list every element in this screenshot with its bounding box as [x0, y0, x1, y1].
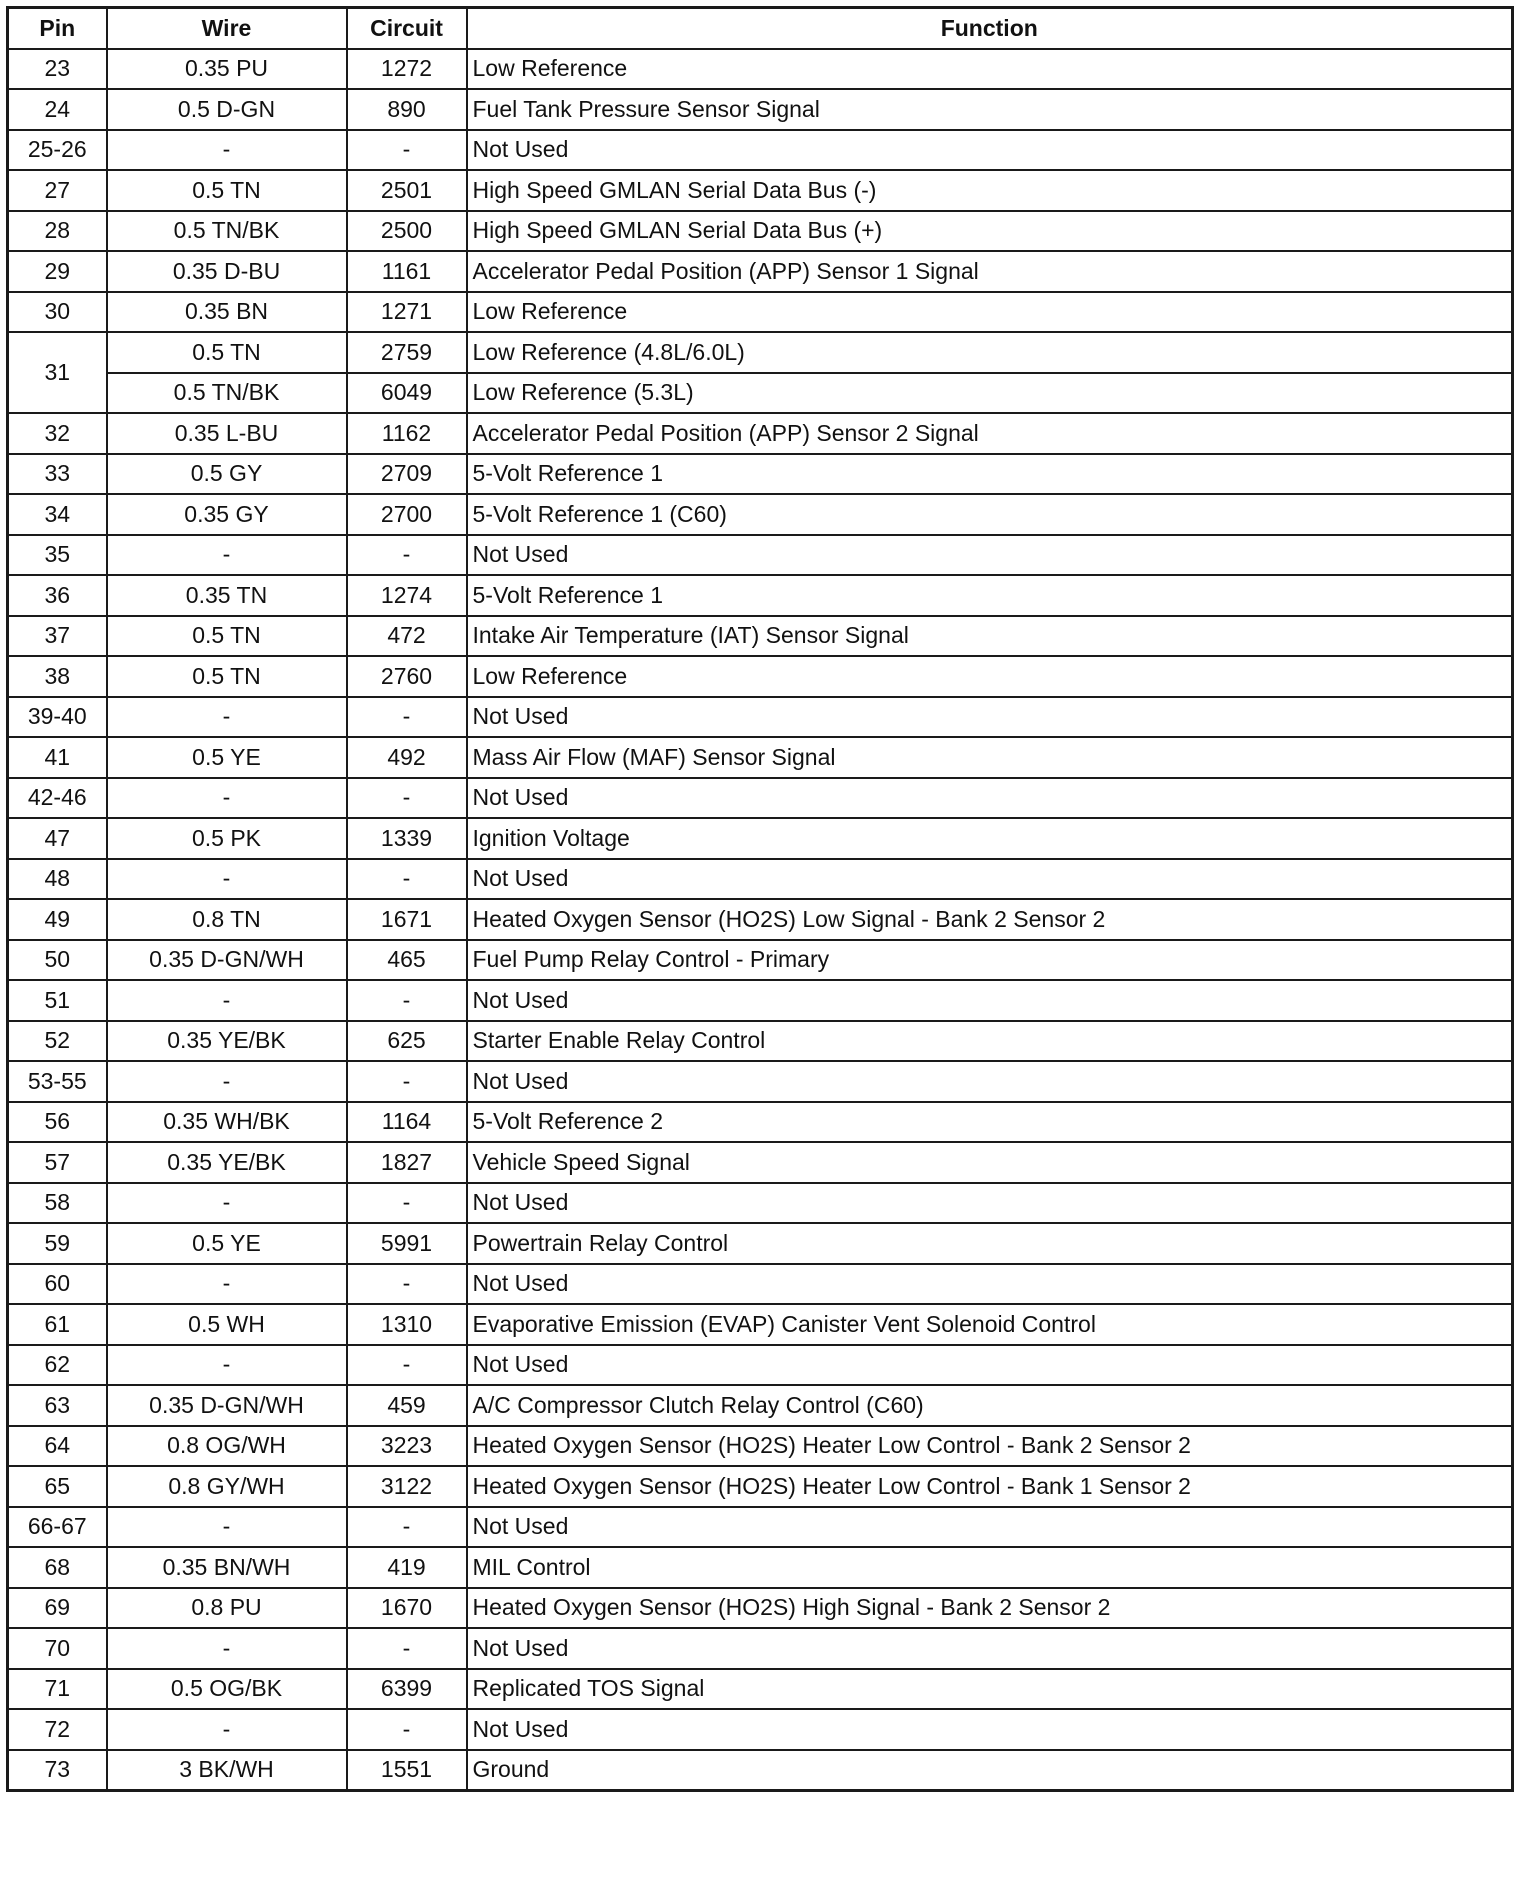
- cell-function: High Speed GMLAN Serial Data Bus (+): [467, 211, 1513, 252]
- cell-circuit: 2501: [347, 170, 467, 211]
- table-row: [8, 1264, 1513, 1305]
- cell-circuit: 1274: [347, 575, 467, 616]
- cell-function: 5-Volt Reference 1 (C60): [467, 494, 1513, 535]
- cell-pin: 28: [8, 211, 107, 252]
- cell-wire: 0.5 GY: [107, 454, 347, 495]
- cell-function: Not Used: [467, 535, 1513, 576]
- table-row: [8, 1183, 1513, 1224]
- cell-wire: 0.5 PK: [107, 818, 347, 859]
- cell-pin: 33: [8, 454, 107, 495]
- cell-wire: -: [107, 130, 347, 171]
- header-function: Function: [467, 8, 1513, 49]
- table-row: [8, 1507, 1513, 1548]
- table-row: [8, 1223, 1513, 1264]
- cell-pin: 48: [8, 859, 107, 900]
- cell-circuit: 3223: [347, 1426, 467, 1467]
- cell-circuit: -: [347, 1264, 467, 1305]
- cell-circuit: 472: [347, 616, 467, 657]
- cell-pin: 24: [8, 89, 107, 130]
- cell-wire: 0.8 PU: [107, 1588, 347, 1629]
- cell-function: Not Used: [467, 859, 1513, 900]
- table-row: [8, 535, 1513, 576]
- cell-pin: 65: [8, 1466, 107, 1507]
- cell-circuit: 2700: [347, 494, 467, 535]
- cell-wire: 0.35 D-GN/WH: [107, 1385, 347, 1426]
- table-row: [8, 818, 1513, 859]
- cell-pin: 47: [8, 818, 107, 859]
- cell-circuit: -: [347, 1507, 467, 1548]
- cell-function: Not Used: [467, 1507, 1513, 1548]
- cell-pin: 31: [8, 332, 107, 413]
- table-row: [8, 251, 1513, 292]
- header-row: [8, 8, 1513, 49]
- cell-pin: 36: [8, 575, 107, 616]
- table-row: [8, 454, 1513, 495]
- cell-wire: -: [107, 535, 347, 576]
- cell-pin: 41: [8, 737, 107, 778]
- table-row: [8, 170, 1513, 211]
- cell-wire: 0.5 YE: [107, 737, 347, 778]
- cell-wire: 0.35 WH/BK: [107, 1102, 347, 1143]
- table-row: [8, 1021, 1513, 1062]
- cell-wire: -: [107, 1507, 347, 1548]
- cell-function: Heated Oxygen Sensor (HO2S) Heater Low Control - Bank 1 Sensor 2: [467, 1466, 1513, 1507]
- cell-circuit: 1827: [347, 1142, 467, 1183]
- cell-circuit: -: [347, 778, 467, 819]
- table-row: [8, 1061, 1513, 1102]
- cell-function: Not Used: [467, 697, 1513, 738]
- cell-function: Low Reference: [467, 49, 1513, 90]
- table-row: [8, 778, 1513, 819]
- cell-wire: 0.35 GY: [107, 494, 347, 535]
- cell-wire: 0.5 TN: [107, 170, 347, 211]
- header-circuit: Circuit: [347, 8, 467, 49]
- cell-wire: 0.35 YE/BK: [107, 1142, 347, 1183]
- cell-pin: 70: [8, 1628, 107, 1669]
- table-row: [8, 1669, 1513, 1710]
- cell-wire: 0.5 TN/BK: [107, 373, 347, 414]
- header-wire: Wire: [107, 8, 347, 49]
- cell-pin: 37: [8, 616, 107, 657]
- cell-function: Accelerator Pedal Position (APP) Sensor 2 Signal: [467, 413, 1513, 454]
- cell-wire: 0.35 TN: [107, 575, 347, 616]
- cell-circuit: 2709: [347, 454, 467, 495]
- cell-pin: 61: [8, 1304, 107, 1345]
- cell-function: Low Reference (5.3L): [467, 373, 1513, 414]
- cell-function: Not Used: [467, 980, 1513, 1021]
- cell-circuit: 1551: [347, 1750, 467, 1791]
- cell-circuit: 6399: [347, 1669, 467, 1710]
- cell-circuit: 1162: [347, 413, 467, 454]
- cell-function: Starter Enable Relay Control: [467, 1021, 1513, 1062]
- cell-wire: 0.35 BN: [107, 292, 347, 333]
- table-row: [8, 1345, 1513, 1386]
- cell-function: Heated Oxygen Sensor (HO2S) Low Signal - Bank 2 Sensor 2: [467, 899, 1513, 940]
- cell-function: Ignition Voltage: [467, 818, 1513, 859]
- cell-wire: 0.35 BN/WH: [107, 1547, 347, 1588]
- table-row: [8, 656, 1513, 697]
- table-row: [8, 940, 1513, 981]
- cell-wire: 0.8 OG/WH: [107, 1426, 347, 1467]
- cell-function: Low Reference (4.8L/6.0L): [467, 332, 1513, 373]
- cell-wire: 0.5 OG/BK: [107, 1669, 347, 1710]
- cell-wire: 0.5 TN/BK: [107, 211, 347, 252]
- cell-wire: 0.5 TN: [107, 616, 347, 657]
- cell-wire: -: [107, 1061, 347, 1102]
- cell-circuit: -: [347, 1061, 467, 1102]
- cell-circuit: 459: [347, 1385, 467, 1426]
- table-row: [8, 1588, 1513, 1629]
- table-row: [8, 1547, 1513, 1588]
- cell-function: Not Used: [467, 130, 1513, 171]
- table-row: [8, 1466, 1513, 1507]
- cell-function: Evaporative Emission (EVAP) Canister Vent Solenoid Control: [467, 1304, 1513, 1345]
- cell-wire: 0.5 D-GN: [107, 89, 347, 130]
- cell-circuit: 419: [347, 1547, 467, 1588]
- table-row: [8, 1304, 1513, 1345]
- cell-pin: 39-40: [8, 697, 107, 738]
- cell-circuit: 1272: [347, 49, 467, 90]
- table-row: [8, 980, 1513, 1021]
- cell-wire: -: [107, 1183, 347, 1224]
- cell-circuit: 492: [347, 737, 467, 778]
- cell-function: Not Used: [467, 1061, 1513, 1102]
- cell-circuit: -: [347, 1709, 467, 1750]
- cell-pin: 57: [8, 1142, 107, 1183]
- cell-function: MIL Control: [467, 1547, 1513, 1588]
- table-row: [8, 1142, 1513, 1183]
- table-row: [8, 1750, 1513, 1791]
- cell-pin: 32: [8, 413, 107, 454]
- table-row: [8, 899, 1513, 940]
- cell-pin: 34: [8, 494, 107, 535]
- table-row: [8, 494, 1513, 535]
- cell-circuit: -: [347, 859, 467, 900]
- cell-wire: 0.5 YE: [107, 1223, 347, 1264]
- cell-wire: -: [107, 1709, 347, 1750]
- cell-function: Not Used: [467, 1183, 1513, 1224]
- cell-wire: 0.35 PU: [107, 49, 347, 90]
- cell-pin: 30: [8, 292, 107, 333]
- cell-function: 5-Volt Reference 1: [467, 454, 1513, 495]
- cell-circuit: 2759: [347, 332, 467, 373]
- cell-pin: 29: [8, 251, 107, 292]
- cell-function: Fuel Pump Relay Control - Primary: [467, 940, 1513, 981]
- cell-wire: -: [107, 778, 347, 819]
- table-row: [8, 616, 1513, 657]
- cell-circuit: 625: [347, 1021, 467, 1062]
- cell-function: Ground: [467, 1750, 1513, 1791]
- cell-circuit: -: [347, 1183, 467, 1224]
- table-row: [8, 130, 1513, 171]
- cell-circuit: 2500: [347, 211, 467, 252]
- header-pin: Pin: [8, 8, 107, 49]
- cell-circuit: 1670: [347, 1588, 467, 1629]
- cell-function: Not Used: [467, 1628, 1513, 1669]
- cell-function: Not Used: [467, 1264, 1513, 1305]
- table-row: [8, 1102, 1513, 1143]
- cell-pin: 66-67: [8, 1507, 107, 1548]
- cell-function: Not Used: [467, 1709, 1513, 1750]
- table-row: [8, 575, 1513, 616]
- cell-wire: 0.8 TN: [107, 899, 347, 940]
- cell-wire: 0.35 D-GN/WH: [107, 940, 347, 981]
- table-row: [8, 1426, 1513, 1467]
- cell-wire: -: [107, 1628, 347, 1669]
- cell-function: Powertrain Relay Control: [467, 1223, 1513, 1264]
- cell-circuit: -: [347, 1345, 467, 1386]
- cell-pin: 35: [8, 535, 107, 576]
- cell-wire: -: [107, 859, 347, 900]
- cell-wire: 0.5 TN: [107, 332, 347, 373]
- cell-circuit: -: [347, 980, 467, 1021]
- cell-pin: 51: [8, 980, 107, 1021]
- cell-function: Mass Air Flow (MAF) Sensor Signal: [467, 737, 1513, 778]
- cell-pin: 49: [8, 899, 107, 940]
- cell-wire: 0.35 D-BU: [107, 251, 347, 292]
- table-row: [8, 1709, 1513, 1750]
- cell-function: Replicated TOS Signal: [467, 1669, 1513, 1710]
- cell-pin: 52: [8, 1021, 107, 1062]
- cell-pin: 71: [8, 1669, 107, 1710]
- table-row: [8, 413, 1513, 454]
- cell-pin: 68: [8, 1547, 107, 1588]
- cell-pin: 56: [8, 1102, 107, 1143]
- table-row: [8, 49, 1513, 90]
- cell-circuit: 1671: [347, 899, 467, 940]
- cell-function: Heated Oxygen Sensor (HO2S) Heater Low Control - Bank 2 Sensor 2: [467, 1426, 1513, 1467]
- cell-wire: 0.35 YE/BK: [107, 1021, 347, 1062]
- cell-pin: 50: [8, 940, 107, 981]
- table-row: [8, 89, 1513, 130]
- cell-function: Vehicle Speed Signal: [467, 1142, 1513, 1183]
- cell-wire: 0.35 L-BU: [107, 413, 347, 454]
- table-row: [8, 211, 1513, 252]
- cell-function: Intake Air Temperature (IAT) Sensor Signal: [467, 616, 1513, 657]
- cell-circuit: 1310: [347, 1304, 467, 1345]
- cell-circuit: 465: [347, 940, 467, 981]
- table-row: [8, 737, 1513, 778]
- cell-pin: 63: [8, 1385, 107, 1426]
- cell-circuit: 3122: [347, 1466, 467, 1507]
- cell-function: Heated Oxygen Sensor (HO2S) High Signal - Bank 2 Sensor 2: [467, 1588, 1513, 1629]
- pinout-table: [6, 6, 1514, 1792]
- cell-pin: 73: [8, 1750, 107, 1791]
- cell-function: 5-Volt Reference 1: [467, 575, 1513, 616]
- cell-pin: 64: [8, 1426, 107, 1467]
- table-row: [8, 332, 1513, 373]
- cell-circuit: 6049: [347, 373, 467, 414]
- cell-circuit: 1161: [347, 251, 467, 292]
- cell-pin: 59: [8, 1223, 107, 1264]
- cell-function: Low Reference: [467, 292, 1513, 333]
- table-row: [8, 859, 1513, 900]
- cell-circuit: -: [347, 1628, 467, 1669]
- table-row: [8, 373, 1513, 414]
- cell-function: 5-Volt Reference 2: [467, 1102, 1513, 1143]
- cell-pin: 60: [8, 1264, 107, 1305]
- table-row: [8, 1628, 1513, 1669]
- cell-function: Not Used: [467, 778, 1513, 819]
- cell-wire: -: [107, 980, 347, 1021]
- cell-wire: -: [107, 1264, 347, 1305]
- cell-function: Accelerator Pedal Position (APP) Sensor 1 Signal: [467, 251, 1513, 292]
- cell-pin: 62: [8, 1345, 107, 1386]
- cell-circuit: -: [347, 697, 467, 738]
- cell-function: Fuel Tank Pressure Sensor Signal: [467, 89, 1513, 130]
- cell-wire: -: [107, 697, 347, 738]
- cell-function: A/C Compressor Clutch Relay Control (C60): [467, 1385, 1513, 1426]
- cell-wire: -: [107, 1345, 347, 1386]
- cell-circuit: 890: [347, 89, 467, 130]
- cell-circuit: -: [347, 130, 467, 171]
- cell-function: Not Used: [467, 1345, 1513, 1386]
- table-row: [8, 1385, 1513, 1426]
- cell-circuit: 1339: [347, 818, 467, 859]
- cell-circuit: 1164: [347, 1102, 467, 1143]
- cell-pin: 25-26: [8, 130, 107, 171]
- cell-pin: 38: [8, 656, 107, 697]
- cell-pin: 53-55: [8, 1061, 107, 1102]
- cell-pin: 27: [8, 170, 107, 211]
- cell-pin: 58: [8, 1183, 107, 1224]
- cell-wire: 0.5 TN: [107, 656, 347, 697]
- cell-pin: 23: [8, 49, 107, 90]
- cell-pin: 72: [8, 1709, 107, 1750]
- cell-wire: 0.8 GY/WH: [107, 1466, 347, 1507]
- cell-pin: 42-46: [8, 778, 107, 819]
- cell-circuit: 1271: [347, 292, 467, 333]
- table-row: [8, 697, 1513, 738]
- cell-circuit: 5991: [347, 1223, 467, 1264]
- cell-circuit: -: [347, 535, 467, 576]
- cell-function: Low Reference: [467, 656, 1513, 697]
- cell-wire: 0.5 WH: [107, 1304, 347, 1345]
- table-body: [8, 49, 1513, 1791]
- cell-circuit: 2760: [347, 656, 467, 697]
- cell-wire: 3 BK/WH: [107, 1750, 347, 1791]
- cell-pin: 69: [8, 1588, 107, 1629]
- cell-function: High Speed GMLAN Serial Data Bus (-): [467, 170, 1513, 211]
- table-row: [8, 292, 1513, 333]
